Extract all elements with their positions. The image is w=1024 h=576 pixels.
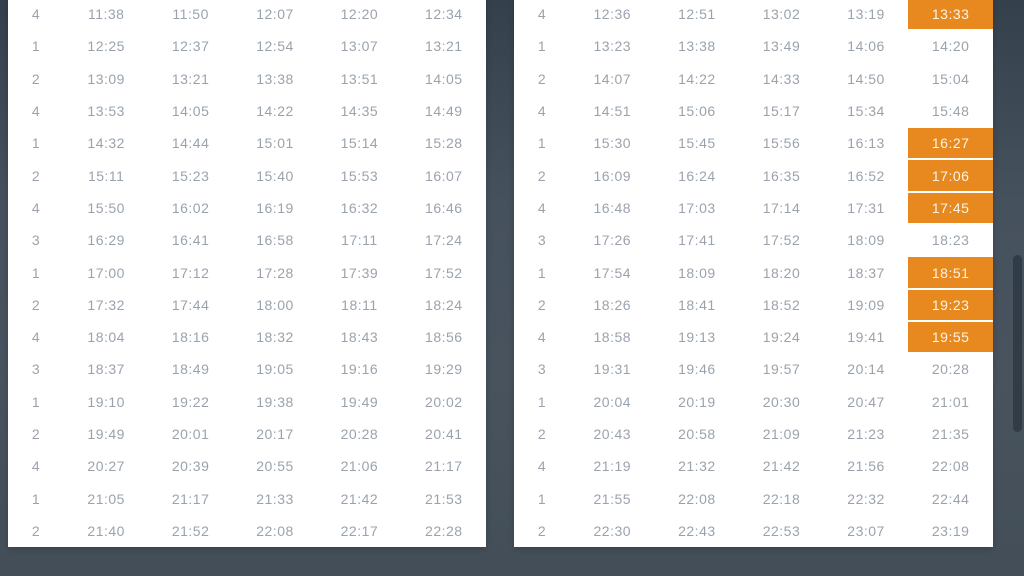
time-cell: 16:29 [87,232,125,249]
time-cell: 21:55 [593,490,632,507]
line-number: 4 [537,6,547,23]
time-cell: 19:31 [593,361,632,378]
time-cell: 13:19 [847,6,885,23]
timetable-row [8,321,486,353]
time-cell: 21:33 [256,490,294,507]
time-cell-selected[interactable]: 13:33 [908,0,993,29]
time-cell: 19:05 [256,361,294,378]
time-cell: 12:25 [87,38,125,55]
scrollbar-thumb[interactable] [1013,255,1022,432]
time-cell: 15:28 [425,135,463,152]
line-number: 2 [31,296,41,313]
time-cell: 15:45 [678,135,716,152]
timetable-row [514,482,993,514]
time-cell: 15:30 [593,135,632,152]
time-cell: 12:37 [171,38,210,55]
line-number: 4 [31,6,41,23]
time-cell: 20:14 [847,361,885,378]
line-number: 2 [31,70,41,87]
time-cell: 14:05 [425,70,463,87]
line-number: 1 [537,264,547,281]
time-cell: 20:02 [425,393,463,410]
time-cell: 18:23 [931,232,970,249]
time-cell: 18:09 [847,232,885,249]
time-cell: 18:37 [87,361,125,378]
time-cell: 19:10 [87,393,125,410]
time-cell: 12:07 [256,6,294,23]
time-cell: 22:08 [256,522,294,539]
time-cell: 16:07 [425,167,463,184]
time-cell: 17:44 [171,296,210,313]
time-cell: 17:24 [425,232,463,249]
time-cell: 14:22 [678,70,716,87]
line-number: 1 [31,393,41,410]
time-cell: 15:50 [87,199,125,216]
time-cell: 12:20 [340,6,379,23]
time-cell: 17:14 [762,199,801,216]
time-cell: 17:52 [425,264,463,281]
time-cell: 20:55 [256,458,294,475]
time-cell: 18:41 [678,296,716,313]
time-cell: 20:01 [171,426,210,442]
timetable-row [8,450,486,482]
time-cell: 18:52 [762,296,801,313]
timetable-panel-left [8,0,486,547]
time-cell: 13:51 [340,70,379,87]
time-cell: 15:48 [931,103,970,120]
time-cell-selected[interactable]: 17:06 [908,160,993,190]
timetable-row [514,256,993,288]
time-cell: 14:06 [847,38,885,55]
line-number: 1 [31,135,41,152]
time-cell: 16:35 [762,167,801,184]
time-cell: 16:58 [256,232,294,249]
time-cell: 21:32 [678,458,716,475]
time-cell: 13:21 [425,38,463,55]
time-cell: 15:56 [762,135,801,152]
time-cell: 16:46 [425,199,463,216]
timetable-row [514,515,993,547]
line-number: 2 [537,167,547,184]
time-cell: 17:28 [256,264,294,281]
timetable-row [8,192,486,224]
time-cell: 14:50 [847,70,885,87]
time-cell: 12:51 [678,6,716,23]
timetable-row [514,289,993,321]
timetable-row [514,159,993,191]
time-cell: 14:49 [425,103,463,120]
time-cell: 13:02 [762,6,801,23]
time-cell: 14:33 [762,70,801,87]
time-cell: 12:36 [593,6,632,23]
timetable-row [514,30,993,62]
line-number: 4 [537,199,547,216]
time-cell: 21:53 [425,490,463,507]
time-cell: 13:53 [87,103,125,120]
timetable-row [8,224,486,256]
time-cell: 19:13 [678,329,716,346]
time-cell: 16:52 [847,167,885,184]
time-cell: 14:22 [256,103,294,120]
time-cell: 16:02 [171,199,210,216]
time-cell: 20:28 [340,426,379,442]
time-cell: 18:37 [847,264,885,281]
time-cell: 15:11 [87,167,125,184]
line-number: 3 [537,232,547,249]
time-cell: 13:49 [762,38,801,55]
time-cell: 21:06 [340,458,379,475]
time-cell-selected[interactable]: 18:51 [908,257,993,287]
time-cell: 18:24 [425,296,463,313]
timetable-row [514,127,993,159]
time-cell: 18:16 [171,329,210,346]
timetable-row [514,353,993,385]
time-cell: 17:00 [87,264,125,281]
time-cell: 19:22 [171,393,210,410]
line-number: 3 [537,361,547,378]
time-cell: 11:50 [172,6,209,23]
timetable-row [8,386,486,418]
line-number: 1 [31,38,41,55]
time-cell: 21:42 [340,490,379,507]
time-cell: 20:58 [678,426,716,442]
timetable-row [514,418,993,450]
timetable-row [8,63,486,95]
time-cell: 16:41 [171,232,210,249]
line-number: 4 [537,458,547,475]
time-cell: 20:39 [171,458,210,475]
line-number: 4 [537,103,547,120]
time-cell: 18:32 [256,329,294,346]
time-cell: 17:54 [593,264,632,281]
time-cell: 13:09 [87,70,125,87]
line-number: 2 [537,70,547,87]
time-cell: 16:13 [847,135,885,152]
time-cell: 21:23 [847,426,885,442]
time-cell: 18:09 [678,264,716,281]
timetable-row [514,224,993,256]
timetable-row [8,159,486,191]
time-cell: 20:28 [931,361,970,378]
line-number: 2 [537,426,547,442]
time-cell: 21:56 [847,458,885,475]
time-cell: 17:26 [593,232,632,249]
timetable-row [8,353,486,385]
line-number: 2 [31,522,41,539]
time-cell: 16:19 [256,199,294,216]
time-cell: 18:04 [87,329,125,346]
time-cell: 14:44 [171,135,210,152]
time-cell: 23:07 [847,522,885,539]
time-cell: 19:57 [762,361,801,378]
timetable-row [514,386,993,418]
timetable-row [8,127,486,159]
timetable-row [8,482,486,514]
time-cell: 14:05 [171,103,210,120]
time-cell: 14:07 [593,70,632,87]
line-number: 2 [537,296,547,313]
time-cell: 20:41 [425,426,463,442]
time-cell-selected[interactable]: 17:45 [908,193,993,223]
time-cell: 20:19 [678,393,716,410]
time-cell: 21:35 [931,426,970,442]
timetable-row [514,450,993,482]
time-cell: 15:14 [340,135,379,152]
timetable-row [8,418,486,450]
timetable-row [514,192,993,224]
time-cell: 13:23 [593,38,632,55]
time-cell: 23:19 [931,522,970,539]
time-cell: 18:49 [171,361,210,378]
time-cell: 21:52 [171,522,210,539]
time-cell: 22:28 [425,522,463,539]
time-cell: 20:43 [593,426,632,442]
time-cell: 21:40 [87,522,125,539]
time-cell: 22:43 [678,522,716,539]
time-cell: 17:39 [340,264,379,281]
time-cell: 17:03 [678,199,716,216]
time-cell: 18:11 [341,296,378,313]
time-cell: 17:12 [171,264,210,281]
time-cell: 15:40 [256,167,294,184]
time-cell: 15:06 [678,103,716,120]
time-cell: 21:17 [425,458,463,475]
time-cell: 13:07 [340,38,379,55]
time-cell: 18:56 [425,329,463,346]
time-cell: 22:18 [762,490,801,507]
time-cell: 14:35 [340,103,379,120]
time-cell: 19:16 [340,361,379,378]
time-cell: 18:20 [762,264,801,281]
time-cell: 17:41 [678,232,716,249]
timetable-row [8,256,486,288]
time-cell: 22:08 [678,490,716,507]
line-number: 1 [537,393,547,410]
timetable-row [514,63,993,95]
time-cell: 15:53 [340,167,379,184]
timetable-row [8,289,486,321]
timetable-panel-right [514,0,993,547]
line-number: 4 [31,458,41,475]
time-cell: 18:26 [593,296,632,313]
time-cell: 13:38 [256,70,294,87]
time-cell: 17:52 [762,232,801,249]
time-cell: 19:29 [425,361,463,378]
time-cell: 15:34 [847,103,885,120]
time-cell: 14:32 [87,135,125,152]
time-cell: 22:17 [340,522,379,539]
time-cell: 19:49 [340,393,379,410]
time-cell: 18:43 [340,329,379,346]
time-cell: 18:58 [593,329,632,346]
line-number: 4 [31,103,41,120]
time-cell: 17:11 [341,232,378,249]
time-cell: 20:30 [762,393,801,410]
time-cell: 19:46 [678,361,716,378]
timetable-row [514,321,993,353]
timetable-row [514,95,993,127]
timetable-row [8,515,486,547]
time-cell: 22:44 [931,490,970,507]
time-cell: 16:09 [593,167,632,184]
line-number: 3 [31,232,41,249]
time-cell: 21:42 [762,458,801,475]
line-number: 4 [31,199,41,216]
time-cell: 15:23 [171,167,210,184]
time-cell: 17:32 [87,296,125,313]
line-number: 4 [31,329,41,346]
time-cell: 15:17 [762,103,801,120]
line-number: 1 [537,490,547,507]
time-cell: 20:17 [256,426,294,442]
time-cell-selected[interactable]: 19:23 [908,290,993,320]
time-cell: 14:51 [593,103,632,120]
line-number: 1 [537,135,547,152]
time-cell: 13:38 [678,38,716,55]
line-number: 2 [537,522,547,539]
time-cell: 22:32 [847,490,885,507]
time-cell: 19:38 [256,393,294,410]
timetable-row [8,30,486,62]
time-cell: 22:53 [762,522,801,539]
time-cell: 13:21 [171,70,210,87]
time-cell-selected[interactable]: 16:27 [908,128,993,158]
time-cell: 17:31 [847,199,885,216]
time-cell: 21:09 [762,426,801,442]
time-cell: 22:08 [931,458,970,475]
time-cell: 16:32 [340,199,379,216]
time-cell: 21:05 [87,490,125,507]
line-number: 1 [31,490,41,507]
time-cell: 16:24 [678,167,716,184]
line-number: 3 [31,361,41,378]
time-cell: 19:41 [847,329,885,346]
time-cell: 21:19 [593,458,632,475]
time-cell: 20:47 [847,393,885,410]
time-cell: 20:04 [593,393,632,410]
timetable-row [8,95,486,127]
line-number: 1 [537,38,547,55]
line-number: 2 [31,426,41,442]
time-cell: 12:34 [425,6,463,23]
time-cell: 21:17 [171,490,210,507]
time-cell: 20:27 [87,458,125,475]
timetable-row [514,0,993,30]
time-cell: 21:01 [931,393,970,410]
time-cell: 22:30 [593,522,632,539]
time-cell: 19:24 [762,329,801,346]
timetable-row [8,0,486,30]
time-cell: 15:04 [931,70,970,87]
time-cell: 14:20 [931,38,970,55]
time-cell-selected[interactable]: 19:55 [908,322,993,352]
time-cell: 15:01 [256,135,294,152]
time-cell: 18:00 [256,296,294,313]
time-cell: 12:54 [256,38,294,55]
time-cell: 19:09 [847,296,885,313]
time-cell: 19:49 [87,426,125,442]
line-number: 2 [31,167,41,184]
line-number: 4 [537,329,547,346]
time-cell: 16:48 [593,199,632,216]
line-number: 1 [31,264,41,281]
time-cell: 11:38 [87,6,125,23]
